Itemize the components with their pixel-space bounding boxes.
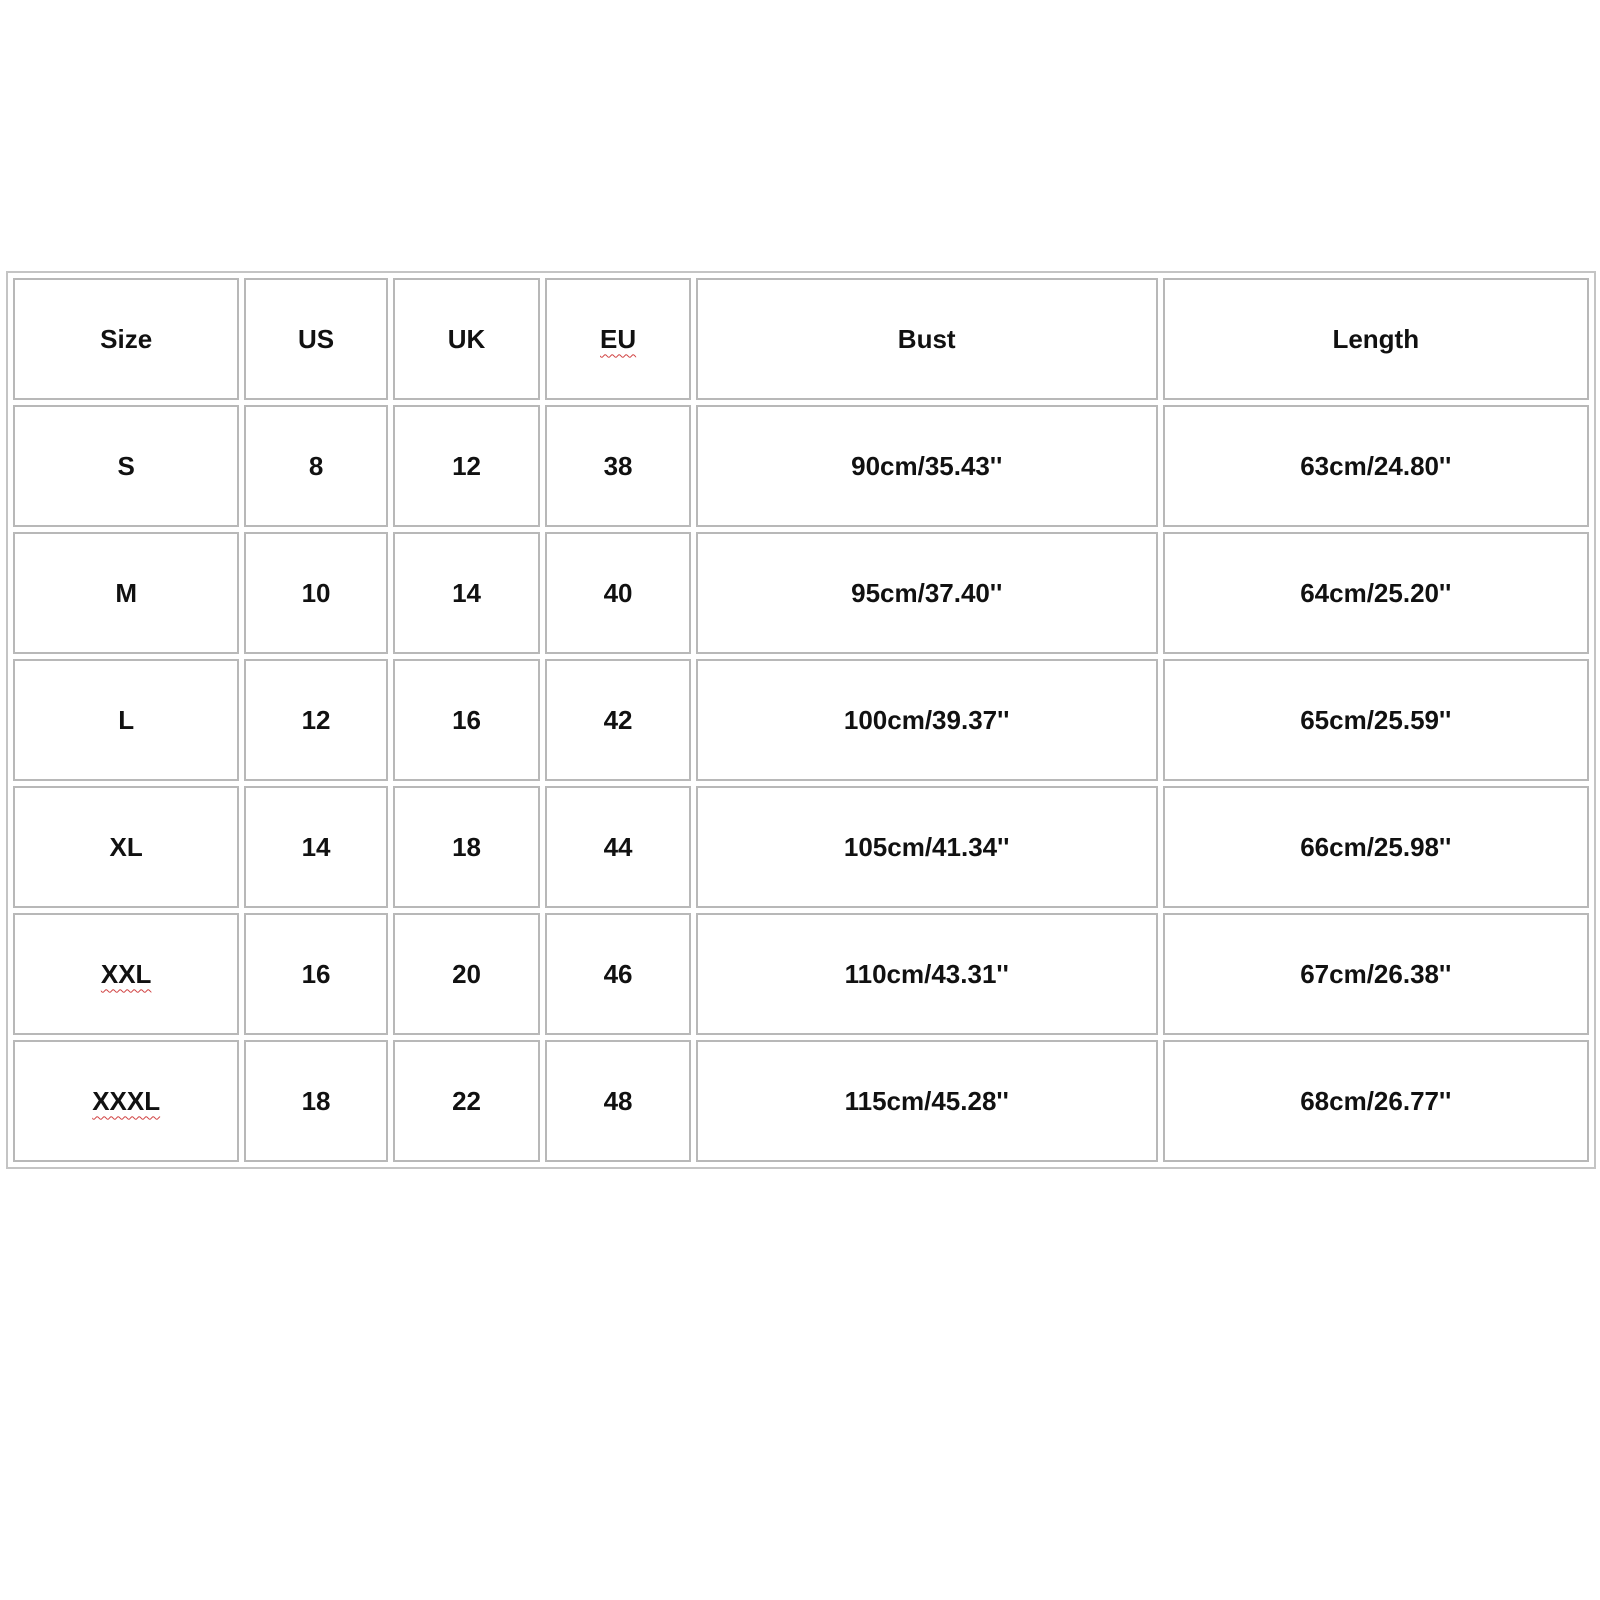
cell-eu: 46: [545, 913, 691, 1035]
cell-length: 64cm/25.20'': [1163, 532, 1589, 654]
cell-length: 67cm/26.38'': [1163, 913, 1589, 1035]
cell-length: 63cm/24.80'': [1163, 405, 1589, 527]
cell-eu: 48: [545, 1040, 691, 1162]
header-uk: UK: [393, 278, 541, 400]
cell-size: L: [13, 659, 239, 781]
header-size: Size: [13, 278, 239, 400]
cell-length: 66cm/25.98'': [1163, 786, 1589, 908]
table-row: [13, 786, 1589, 908]
cell-length: 65cm/25.59'': [1163, 659, 1589, 781]
table-header-row: [13, 278, 1589, 400]
cell-us: 10: [244, 532, 387, 654]
header-us: US: [244, 278, 387, 400]
cell-uk: 12: [393, 405, 541, 527]
cell-size-label: XXL: [100, 958, 152, 989]
cell-eu: 38: [545, 405, 691, 527]
cell-eu: 42: [545, 659, 691, 781]
cell-us: 12: [244, 659, 387, 781]
cell-us: 16: [244, 913, 387, 1035]
cell-bust: 100cm/39.37'': [696, 659, 1158, 781]
cell-eu: 44: [545, 786, 691, 908]
table-row: [13, 405, 1589, 527]
cell-size: S: [13, 405, 239, 527]
cell-us: 14: [244, 786, 387, 908]
table-row: [13, 659, 1589, 781]
cell-uk: 14: [393, 532, 541, 654]
cell-us: 8: [244, 405, 387, 527]
cell-us: 18: [244, 1040, 387, 1162]
header-bust: Bust: [696, 278, 1158, 400]
size-chart-table: [6, 271, 1596, 1169]
cell-size: M: [13, 532, 239, 654]
cell-uk: 22: [393, 1040, 541, 1162]
table-row: [13, 913, 1589, 1035]
cell-size: [13, 1040, 239, 1162]
cell-bust: 115cm/45.28'': [696, 1040, 1158, 1162]
cell-size: [13, 913, 239, 1035]
cell-uk: 18: [393, 786, 541, 908]
header-eu-label: EU: [600, 323, 637, 354]
cell-bust: 90cm/35.43'': [696, 405, 1158, 527]
table-row: [13, 1040, 1589, 1162]
cell-bust: 95cm/37.40'': [696, 532, 1158, 654]
cell-uk: 16: [393, 659, 541, 781]
cell-size-label: XXXL: [92, 1085, 161, 1116]
header-length: Length: [1163, 278, 1589, 400]
cell-size: XL: [13, 786, 239, 908]
table-row: [13, 532, 1589, 654]
cell-bust: 105cm/41.34'': [696, 786, 1158, 908]
cell-uk: 20: [393, 913, 541, 1035]
header-eu: [545, 278, 691, 400]
cell-eu: 40: [545, 532, 691, 654]
cell-length: 68cm/26.77'': [1163, 1040, 1589, 1162]
cell-bust: 110cm/43.31'': [696, 913, 1158, 1035]
